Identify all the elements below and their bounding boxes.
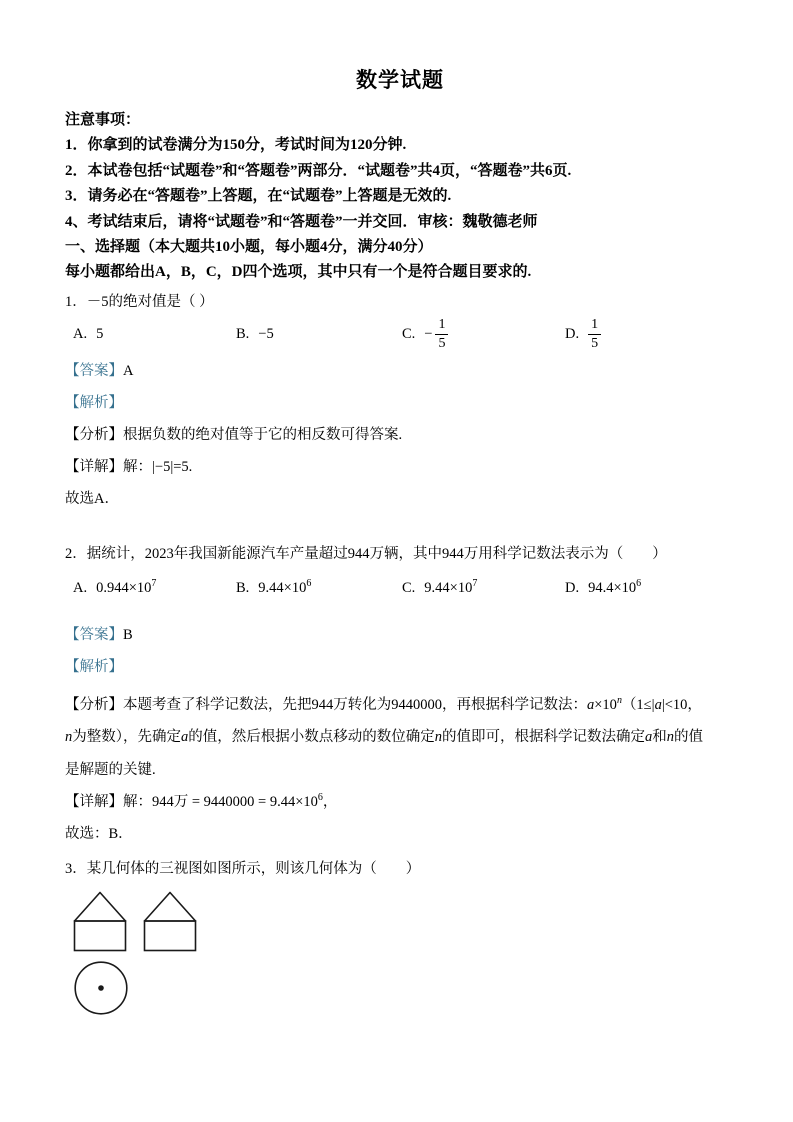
exponent-n: n xyxy=(616,695,622,707)
question-2-answer-line xyxy=(65,625,735,645)
option-a-label: A. xyxy=(73,580,88,597)
answer-label: 【答案】 xyxy=(65,626,123,643)
three-view-figures-row-2 xyxy=(65,960,735,1017)
question-2-option-c xyxy=(402,580,565,597)
question-1-stem: 1．－5的绝对值是（ ） xyxy=(65,293,214,310)
question-2-option-a xyxy=(73,580,236,597)
section-heading: 一、选择题（本大题共10小题，每小题4分，满分40分） xyxy=(65,239,433,256)
top-view-circle-icon xyxy=(74,960,130,1017)
variable-a: a xyxy=(645,729,653,746)
notice-item-1: 1．你拿到的试卷满分为150分，考试时间为120分钟. xyxy=(65,137,407,154)
question-1-options xyxy=(65,313,735,357)
option-d-label: D. xyxy=(565,326,580,343)
option-b-label: B. xyxy=(236,326,250,343)
question-2-analysis: 【分析】本题考查了科学记数法，先把944万转化为9440000，再根据科学记数法：$a\times 10^n(1\le|a|<10$， n为整数），先确定a的值，然后根据小数点移动的数位确定n的值即可，根据科学记数法确定a和n的值 是解题的关键. xyxy=(65,695,703,778)
question-1-detail xyxy=(65,457,735,477)
question-2-option-b xyxy=(236,580,402,597)
question-2-conclusion: 故选：B． xyxy=(65,826,133,843)
option-c-label: C. xyxy=(402,326,416,343)
variable-n: n xyxy=(434,729,442,746)
option-a-value: $0.944\times 10^7$ xyxy=(96,578,157,597)
variable-a: a xyxy=(587,696,595,713)
question-1 xyxy=(65,291,735,509)
fraction-one-fifth xyxy=(435,317,448,352)
option-c-value: $9.44\times 10^7$ xyxy=(424,578,478,597)
variable-a: a xyxy=(654,696,662,713)
question-3 xyxy=(65,858,735,1017)
option-b-value: $9.44\times 10^6$ xyxy=(258,578,312,597)
fraction-denominator: 5 xyxy=(438,336,446,352)
notice-heading: 注意事项： xyxy=(65,112,141,128)
three-view-figures-row-1 xyxy=(65,891,735,952)
page-title: 数学试题 xyxy=(356,68,444,92)
exponent: 6 xyxy=(636,578,642,590)
question-3-stem: 3．某几何体的三视图如图所示，则该几何体为（ ） xyxy=(65,861,421,878)
front-view-house-icon xyxy=(73,891,127,952)
side-view-house-icon xyxy=(143,891,197,952)
answer-value: B xyxy=(123,626,133,643)
option-b-label: B. xyxy=(236,580,250,597)
exponent: 7 xyxy=(472,578,478,590)
question-2-detail xyxy=(65,792,735,812)
exponent: 7 xyxy=(151,578,157,590)
notice-item-4: 4、考试结束后，请将“试题卷”和“答题卷”一并交回．审核：魏敬德老师 xyxy=(65,213,538,230)
detail-label-text: 【详解】解： xyxy=(65,794,152,811)
question-1-analysis: 【分析】根据负数的绝对值等于它的相反数可得答案. xyxy=(65,426,403,443)
question-2-analysis-label-line xyxy=(65,657,735,677)
question-1-option-b xyxy=(236,326,402,343)
option-a-label: A. xyxy=(73,326,88,343)
fraction-denominator: 5 xyxy=(591,336,599,352)
question-2-option-d xyxy=(565,580,735,597)
option-c-label: C. xyxy=(402,580,416,597)
section-note: 每小题都给出A，B，C，D四个选项，其中只有一个是符合题目要求的. xyxy=(65,264,532,281)
analysis-label: 【解析】 xyxy=(65,394,123,411)
question-2 xyxy=(65,543,735,845)
question-1-analysis-label-line xyxy=(65,393,735,413)
notice-section xyxy=(65,108,735,286)
variable-n: n xyxy=(666,729,674,746)
fraction-one-fifth xyxy=(588,317,601,352)
question-1-answer-line xyxy=(65,361,735,381)
answer-value: A xyxy=(123,362,134,379)
fraction-numerator: 1 xyxy=(435,317,448,335)
notice-item-2: 2．本试卷包括“试题卷”和“答题卷”两部分．“试题卷”共4页，“答题卷”共6页. xyxy=(65,162,572,179)
answer-label: 【答案】 xyxy=(65,362,123,379)
analysis-label: 【解析】 xyxy=(65,658,123,675)
option-a-value: 5 xyxy=(96,326,104,343)
detail-math: 944万 = $9440000 = 9.44\times 10^6$， xyxy=(152,792,338,811)
option-d-value: $94.4\times 10^6$ xyxy=(588,578,642,597)
exponent: 6 xyxy=(317,792,323,804)
fraction-numerator: 1 xyxy=(588,317,601,335)
detail-math: |−5|=5. xyxy=(152,458,193,475)
question-1-option-c xyxy=(402,317,565,352)
variable-n: n xyxy=(65,729,73,746)
option-d-label: D. xyxy=(565,580,580,597)
question-1-option-a xyxy=(73,326,236,343)
variable-a: a xyxy=(181,729,189,746)
question-2-stem: 2．据统计，2023年我国新能源汽车产量超过944万辆，其中944万用科学记数法表示为（ ） xyxy=(65,545,667,562)
notice-item-3: 3．请务必在“答题卷”上答题，在“试题卷”上答题是无效的. xyxy=(65,188,452,205)
question-1-conclusion: 故选A． xyxy=(65,490,119,507)
question-2-options xyxy=(65,577,735,601)
exponent: 6 xyxy=(306,578,312,590)
minus-sign: − xyxy=(424,326,433,343)
question-1-option-d xyxy=(565,317,735,352)
option-b-value: −5 xyxy=(258,326,274,343)
detail-label-text: 【详解】解： xyxy=(65,458,152,475)
